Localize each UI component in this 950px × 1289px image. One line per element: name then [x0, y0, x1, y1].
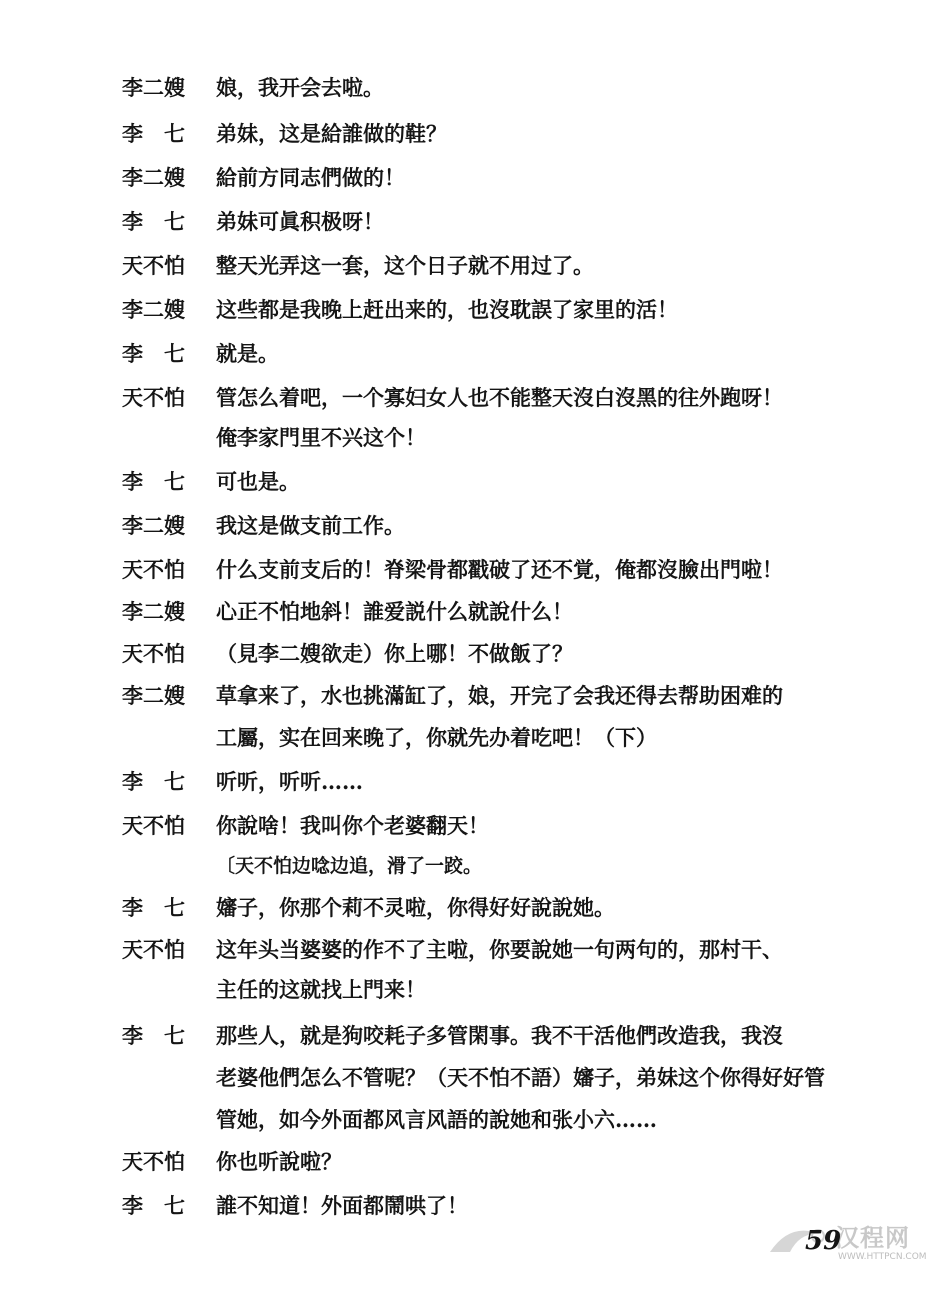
speaker-name: 李 七 [122, 469, 185, 494]
dialogue-line [0, 1058, 950, 1098]
dialogue-text: 工屬，实在回来晚了，你就先办着吃吧！（下） [216, 725, 657, 750]
speaker-name: 李二嫂 [122, 683, 185, 708]
dialogue-text: 弟妹，这是給誰做的鞋？ [216, 121, 447, 146]
dialogue-line [0, 290, 950, 330]
dialogue-text: 心正不怕地斜！誰爱説什么就說什么！ [216, 599, 573, 624]
dialogue-text: （見李二嫂欲走）你上哪！不做飯了？ [216, 641, 573, 666]
speaker-name: 天不怕 [122, 641, 185, 666]
speaker-name: 天不怕 [122, 557, 185, 582]
dialogue-line [0, 418, 950, 458]
dialogue-line [0, 1142, 950, 1182]
speaker-name: 天不怕 [122, 813, 185, 838]
dialogue-line [0, 202, 950, 242]
dialogue-line [0, 158, 950, 198]
dialogue-text: 娘，我开会去啦。 [216, 75, 384, 100]
speaker-name: 李二嫂 [122, 599, 185, 624]
dialogue-line [0, 592, 950, 632]
speaker-name: 天不怕 [122, 937, 185, 962]
speaker-name: 天不怕 [122, 253, 185, 278]
dialogue-line [0, 676, 950, 716]
dialogue-line [0, 68, 950, 108]
dialogue-line [0, 550, 950, 590]
dialogue-line [0, 846, 950, 886]
dialogue-line [0, 334, 950, 374]
speaker-name: 李二嫂 [122, 297, 185, 322]
page-number: 59 [805, 1226, 842, 1256]
speaker-name: 李二嫂 [122, 165, 185, 190]
dialogue-text: 管怎么着吧，一个寡妇女人也不能整天沒白沒黑的往外跑呀！ [216, 385, 783, 410]
dialogue-line [0, 930, 950, 970]
dialogue-line [0, 718, 950, 758]
dialogue-line [0, 114, 950, 154]
speaker-name: 李二嫂 [122, 513, 185, 538]
dialogue-text: 这些都是我晚上赶出来的，也沒耽誤了家里的活！ [216, 297, 678, 322]
dialogue-line [0, 806, 950, 846]
dialogue-line [0, 762, 950, 802]
speaker-name: 李 七 [122, 209, 185, 234]
dialogue-line [0, 634, 950, 674]
dialogue-text: 草拿来了，水也挑滿缸了，娘，开完了会我还得去帮助困难的 [216, 683, 783, 708]
speaker-name: 李二嫂 [122, 75, 185, 100]
dialogue-text: 你也听說啦？ [216, 1149, 342, 1174]
dialogue-text: 那些人，就是狗咬耗子多管閑事。我不干活他們改造我，我沒 [216, 1023, 783, 1048]
speaker-name: 李 七 [122, 341, 185, 366]
dialogue-text: 什么支前支后的！脊梁骨都戳破了还不覚，俺都沒臉出門啦！ [216, 557, 783, 582]
dialogue-line [0, 970, 950, 1010]
dialogue-text: 管她，如今外面都风言风語的說她和张小六…… [216, 1107, 657, 1132]
dialogue-text: 我这是做支前工作。 [216, 513, 405, 538]
dialogue-text: 你說啥！我叫你个老婆翻天！ [216, 813, 489, 838]
speaker-name: 李 七 [122, 769, 185, 794]
dialogue-text: 这年头当婆婆的作不了主啦，你要說她一句两句的，那村干、 [216, 937, 783, 962]
dialogue-line [0, 1100, 950, 1140]
dialogue-line [0, 378, 950, 418]
dialogue-text: 誰不知道！外面都鬧哄了！ [216, 1193, 468, 1218]
dialogue-line [0, 888, 950, 928]
dialogue-text: 俺李家門里不兴这个！ [216, 425, 426, 450]
dialogue-text: 主任的这就找上門来！ [216, 977, 426, 1002]
speaker-name: 李 七 [122, 1023, 185, 1048]
watermark-text: 汉程网 [835, 1224, 910, 1252]
dialogue-text: 可也是。 [216, 469, 300, 494]
speaker-name: 李 七 [122, 1193, 185, 1218]
dialogue-text: 〔天不怕边唸边追，滑了一跤。 [216, 855, 483, 877]
dialogue-text: 嬸子，你那个莉不灵啦，你得好好說說她。 [216, 895, 615, 920]
dialogue-line [0, 246, 950, 286]
speaker-name: 李 七 [122, 895, 185, 920]
dialogue-line [0, 462, 950, 502]
dialogue-text: 老婆他們怎么不管呢？（天不怕不語）嬸子，弟妹这个你得好好管 [216, 1065, 825, 1090]
speaker-name: 天不怕 [122, 385, 185, 410]
dialogue-line [0, 1016, 950, 1056]
speaker-name: 李 七 [122, 121, 185, 146]
speaker-name: 天不怕 [122, 1149, 185, 1174]
dialogue-text: 听听，听听…… [216, 769, 363, 794]
dialogue-line [0, 506, 950, 546]
dialogue-text: 弟妹可眞积极呀！ [216, 209, 384, 234]
dialogue-text: 給前方同志們做的！ [216, 165, 405, 190]
dialogue-text: 整天光弄这一套，这个日子就不用过了。 [216, 253, 594, 278]
watermark-url: WWW.HTTPCN.COM [838, 1252, 927, 1262]
dialogue-text: 就是。 [216, 341, 279, 366]
